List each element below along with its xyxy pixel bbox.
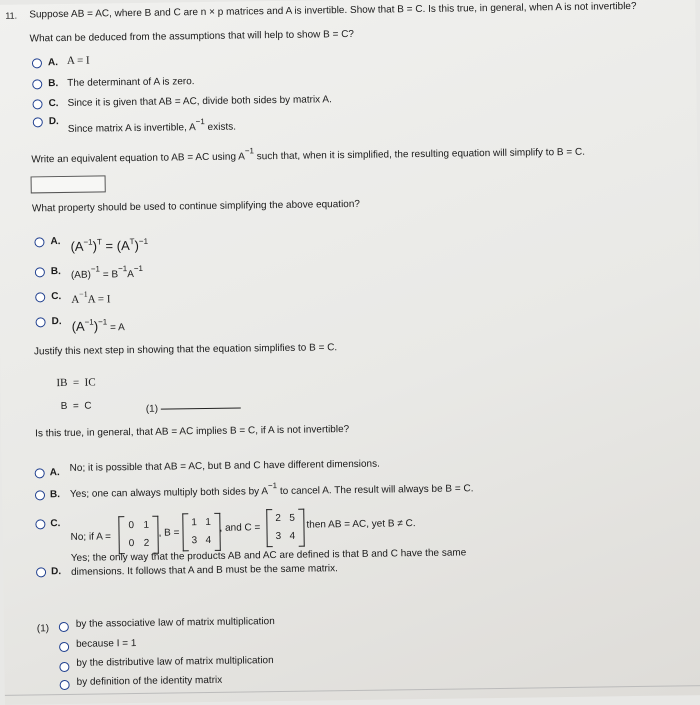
option-letter: B. [49,489,61,501]
part3-question: What property should be used to continue simplifying the above equation? [31,198,361,215]
matrix-c-right-bracket [298,509,305,547]
option-sep-c: , and C = [219,522,261,534]
option-text-main: Since matrix A is invertible, A [67,122,196,135]
option-letter: A. [50,236,61,248]
blank-label: (1) [145,403,159,415]
part1-question: What can be deduced from the assumptions that will help to show B = C? [29,28,355,45]
matrix-b-cell: 4 [205,534,212,547]
option-formula: $(A^{-1})^{-1} = A$ [71,317,125,334]
option-text: because I = 1 [76,638,137,650]
radio-button[interactable] [35,519,45,529]
matrix-a-cell: 1 [143,519,150,531]
radio-button[interactable] [59,642,69,652]
option-formula: $(A^{-1})^T = (A^T)^{-1}$ [70,236,149,254]
superscript: −1 [195,117,205,127]
matrix-b-left-bracket [182,513,189,551]
radio-button[interactable] [33,117,43,127]
matrix-b-cell: 1 [205,516,212,529]
option-letter: A. [49,467,60,479]
option-letter: A. [47,57,59,69]
radio-button[interactable] [32,79,42,89]
option-text: by the distributive law of matrix multiplication [76,655,274,669]
option-text: Since it is given that AB = AC, divide both sides by matrix A. [67,94,332,109]
option-text: The determinant of A is zero. [67,76,195,89]
option-text: Yes; one can always multiply both sides by $A^{-1}$ to cancel A. The result will always be B = C. [69,481,474,500]
question-prompt: Suppose AB = AC, where B and C are n × p matrices and A is invertible. Show that B = C. Is this true, in general, when A is not invertible? [29,0,637,21]
radio-button[interactable] [60,680,70,690]
option-text: by definition of the identity matrix [76,674,223,688]
radio-button[interactable] [32,99,42,109]
matrix-c-cell: 3 [275,530,282,543]
radio-button[interactable] [35,468,45,478]
equation-line-2: B = C [60,400,92,413]
radio-button[interactable] [59,662,69,672]
option-text-line1: Yes; the only way that the products AB and AC are defined is that B and C have the same [70,547,467,564]
radio-button[interactable] [35,267,45,277]
part5-question: Is this true, in general, that AB = AC implies B = C, if A is not invertible? [35,424,350,440]
matrix-a-left-bracket [118,516,125,554]
option-text: No; it is possible that AB = AC, but B and C have different dimensions. [69,458,380,474]
dropdown-label: (1) [36,623,50,635]
radio-button[interactable] [32,58,42,68]
superscript: −1 [244,146,254,156]
option-letter: B. [50,266,61,278]
equation-answer-input[interactable] [31,175,106,193]
option-letter: C. [48,98,59,110]
matrix-c-cell: 5 [289,512,295,524]
option-formula: $A^{-1}A = I$ [71,289,111,306]
radio-button[interactable] [34,237,44,247]
equation-line-1: IB = IC [56,376,96,390]
part4-prompt: Justify this next step in showing that the equation simplifies to B = C. [33,342,338,358]
question-number: 11. [5,10,18,21]
radio-button[interactable] [35,490,45,500]
option-letter: C. [51,291,62,303]
option-letter: C. [50,518,61,530]
radio-button[interactable] [59,622,69,632]
option-letter: D. [51,316,62,328]
option-letter: D. [50,566,62,578]
option-text [67,117,237,136]
matrix-a-cell: 2 [143,537,150,549]
option-formula: $(AB)^{-1} = B^{-1}A^{-1}$ [70,263,144,281]
option-letter: B. [48,78,59,90]
option-text: by the associative law of matrix multiplication [75,616,275,630]
matrix-b-cell: 1 [191,517,198,529]
option-text: A = I [66,54,90,67]
option-text-line2: dimensions. It follows that A and B must be the same matrix. [71,563,338,578]
option-text-tail: exists. [204,121,237,134]
answer-blank-1[interactable] [161,408,241,410]
matrix-c-left-bracket [266,509,273,547]
part2-prompt [31,146,585,167]
option-sep-b: , B = [158,527,180,539]
radio-button[interactable] [36,317,46,327]
radio-button[interactable] [35,292,45,302]
matrix-c-cell: 4 [289,530,296,542]
prompt-tail: such that, when it is simplified, the resulting equation will simplify to B = C. [253,146,586,163]
matrix-c-cell: 2 [275,512,281,525]
matrix-a-cell: 0 [128,520,135,532]
option-tail: then AB = AC, yet B ≠ C. [306,518,416,531]
matrix-a-cell: 0 [128,538,135,550]
prompt-main: Write an equivalent equation to AB = AC using A [31,151,245,166]
option-letter: D. [48,116,59,128]
matrix-b-cell: 3 [191,535,198,547]
option-lead: No; if A = [70,531,111,543]
radio-button[interactable] [36,567,46,577]
